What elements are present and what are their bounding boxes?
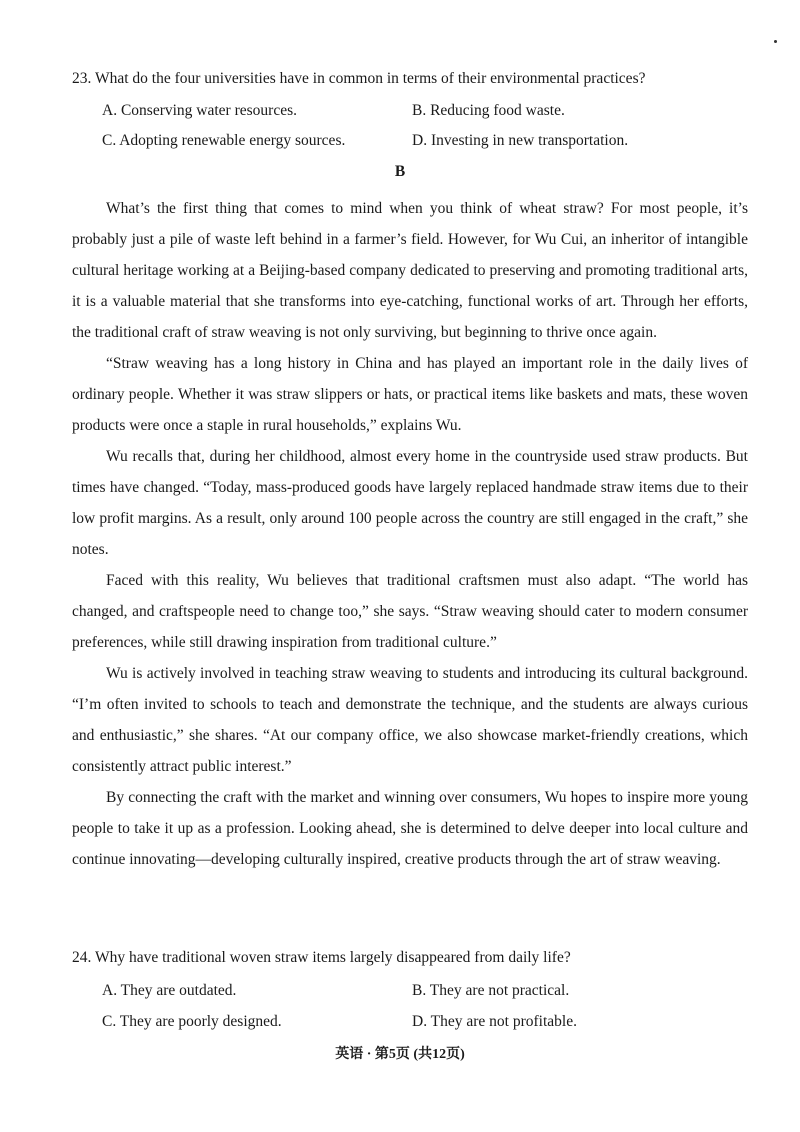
passage-paragraph: Wu recalls that, during her childhood, almost every home in the countryside used straw products. But times have changed. “Today, mass-produced goods have largely replaced handmade straw items due to their low profit margins. As a result, only around 100 people across the country are still engaged in the craft,” she notes.: [72, 448, 748, 558]
q23-option-d[interactable]: D. Investing in new transportation.: [412, 132, 629, 149]
question-24-stem: 24. Why have traditional woven straw items largely disappeared from daily life?: [72, 949, 571, 966]
q24-option-b[interactable]: B. They are not practical.: [412, 982, 570, 999]
section-label: B: [394, 163, 406, 180]
passage-paragraph: Faced with this reality, Wu believes that traditional craftsmen must also adapt. “The world has changed, and craftspeople need to change too,” she says. “Straw weaving should cater to modern consumer preferences, while still drawing inspiration from traditional culture.”: [72, 572, 748, 651]
q23-option-c[interactable]: C. Adopting renewable energy sources.: [102, 132, 346, 149]
q23-option-b[interactable]: B. Reducing food waste.: [412, 102, 565, 119]
passage-paragraph: Wu is actively involved in teaching straw weaving to students and introducing its cultural background. “I’m often invited to schools to teach and demonstrate the technique, and the students are always curious and enthusiastic,” she shares. “At our company office, we also showcase market-friendly creations, which consistently attract public interest.”: [72, 665, 748, 775]
reading-passage: [72, 193, 748, 875]
passage-paragraph: By connecting the craft with the market and winning over consumers, Wu hopes to inspire more young people to take it up as a profession. Looking ahead, she is determined to delve deeper into local culture and continue innovating—developing culturally inspired, creative products through the art of straw weaving.: [72, 789, 748, 868]
question-23-stem: 23. What do the four universities have in common in terms of their environmental practices?: [72, 70, 646, 87]
q24-option-d[interactable]: D. They are not profitable.: [412, 1013, 577, 1030]
q24-option-a[interactable]: A. They are outdated.: [102, 982, 237, 999]
passage-paragraph: “Straw weaving has a long history in China and has played an important role in the daily lives of ordinary people. Whether it was straw slippers or hats, or practical items like baskets and mats, these woven products were once a staple in rural households,” explains Wu.: [72, 355, 748, 434]
scan-dot: [774, 40, 777, 43]
passage-paragraph: What’s the first thing that comes to mind when you think of wheat straw? For most people, it’s probably just a pile of waste left behind in a farmer’s field. However, for Wu Cui, an inheritor of intangible cultural heritage working at a Beijing-based company dedicated to preserving and promoting traditional arts, it is a valuable material that she transforms into eye-catching, functional works of art. Through her efforts, the traditional craft of straw weaving is not only surviving, but beginning to thrive once again.: [72, 200, 748, 341]
page-footer: 英语 · 第5页 (共12页): [335, 1047, 465, 1062]
q23-option-a[interactable]: A. Conserving water resources.: [102, 102, 297, 119]
q24-option-c[interactable]: C. They are poorly designed.: [102, 1013, 282, 1030]
